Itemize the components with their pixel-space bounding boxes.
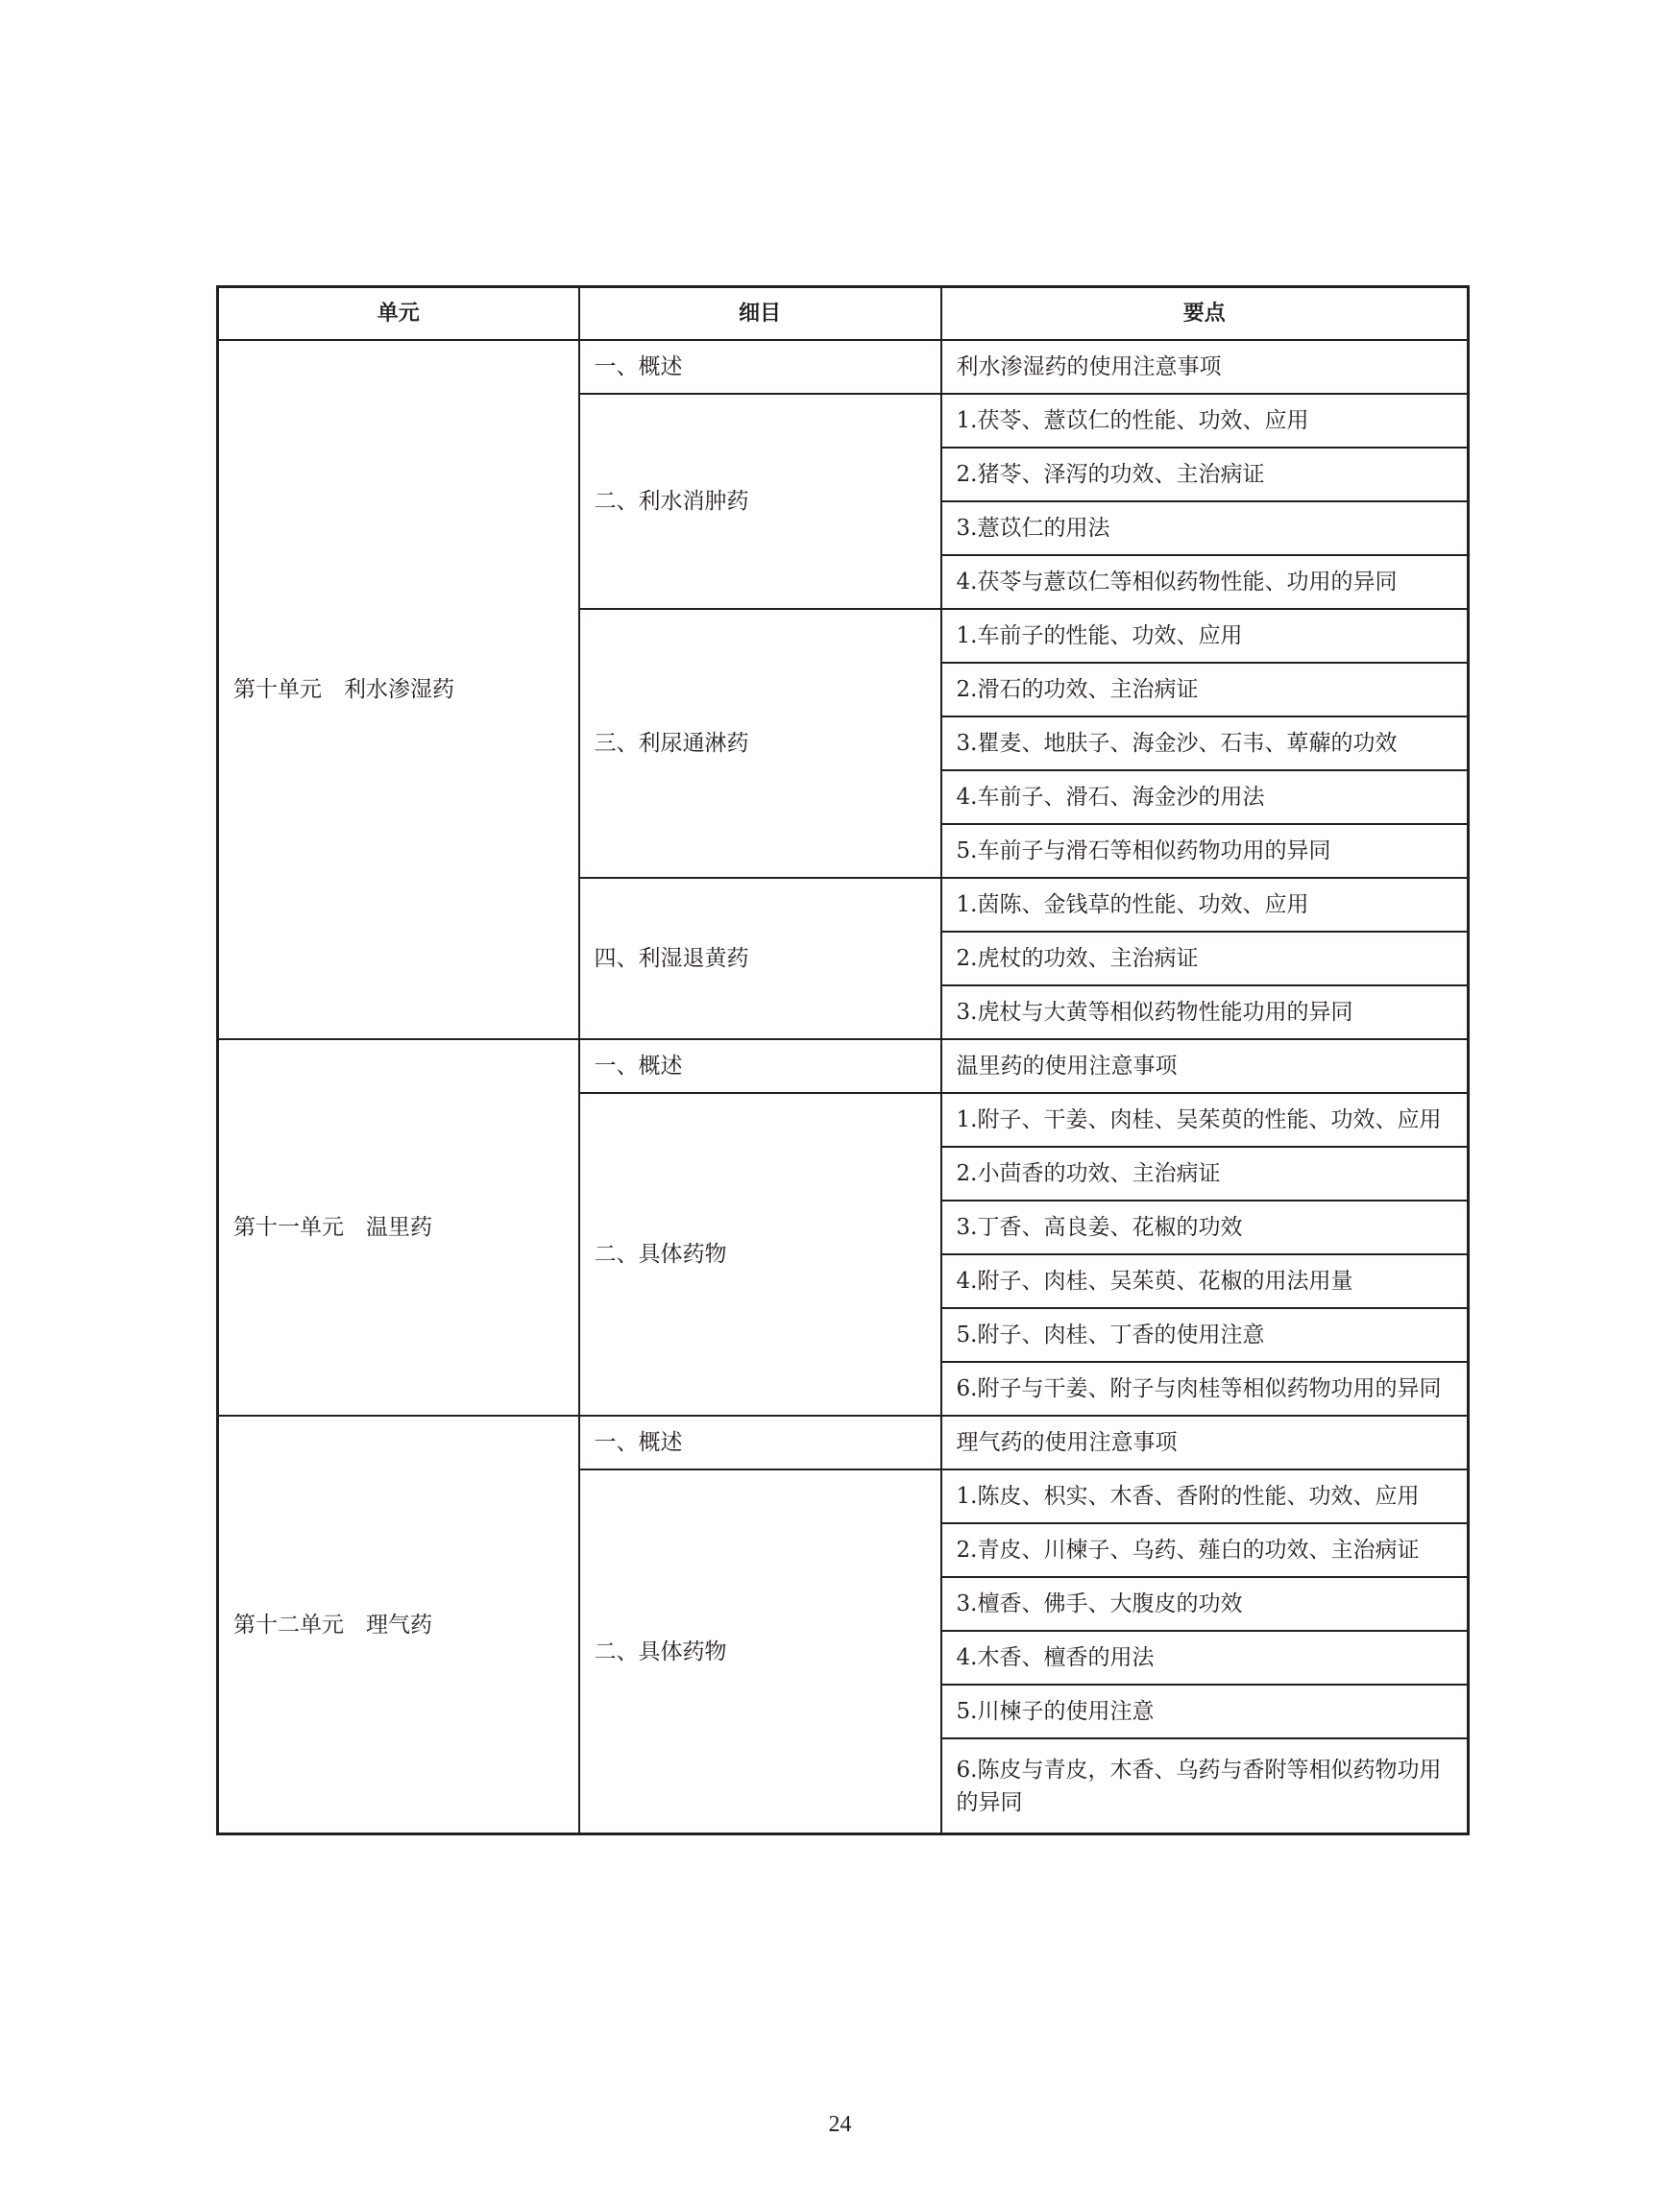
unit-cell: 第十二单元 理气药 <box>218 1416 579 1834</box>
section-cell: 三、利尿通淋药 <box>579 609 941 878</box>
table-row <box>218 1039 1469 1093</box>
point-cell: 2.滑石的功效、主治病证 <box>941 663 1469 716</box>
section-cell: 一、概述 <box>579 340 941 394</box>
point-cell: 1.附子、干姜、肉桂、吴茱萸的性能、功效、应用 <box>941 1093 1469 1147</box>
header-row <box>218 287 1469 341</box>
point-cell: 4.茯苓与薏苡仁等相似药物性能、功用的异同 <box>941 555 1469 609</box>
point-cell: 5.川楝子的使用注意 <box>941 1685 1469 1738</box>
point-cell: 5.车前子与滑石等相似药物功用的异同 <box>941 824 1469 878</box>
point-cell: 温里药的使用注意事项 <box>941 1039 1469 1093</box>
point-cell: 2.猪苓、泽泻的功效、主治病证 <box>941 448 1469 501</box>
point-cell: 5.附子、肉桂、丁香的使用注意 <box>941 1308 1469 1362</box>
unit-cell: 第十单元 利水渗湿药 <box>218 340 579 1039</box>
point-cell: 3.薏苡仁的用法 <box>941 501 1469 555</box>
point-cell: 1.茵陈、金钱草的性能、功效、应用 <box>941 878 1469 932</box>
point-cell: 4.附子、肉桂、吴茱萸、花椒的用法用量 <box>941 1254 1469 1308</box>
point-cell: 理气药的使用注意事项 <box>941 1416 1469 1469</box>
header-unit: 单元 <box>218 287 579 341</box>
page-number: 24 <box>828 2112 852 2137</box>
syllabus-table <box>216 285 1470 1835</box>
point-cell: 2.小茴香的功效、主治病证 <box>941 1147 1469 1201</box>
section-cell: 四、利湿退黄药 <box>579 878 941 1039</box>
point-cell: 1.陈皮、枳实、木香、香附的性能、功效、应用 <box>941 1469 1469 1523</box>
header-keypoints: 要点 <box>941 287 1469 341</box>
header-subitem: 细目 <box>579 287 941 341</box>
section-cell: 一、概述 <box>579 1039 941 1093</box>
point-cell: 4.车前子、滑石、海金沙的用法 <box>941 770 1469 824</box>
point-cell: 4.木香、檀香的用法 <box>941 1631 1469 1685</box>
point-cell: 1.车前子的性能、功效、应用 <box>941 609 1469 663</box>
section-cell: 一、概述 <box>579 1416 941 1469</box>
point-cell: 6.附子与干姜、附子与肉桂等相似药物功用的异同 <box>941 1362 1469 1416</box>
point-cell: 2.虎杖的功效、主治病证 <box>941 932 1469 985</box>
point-cell: 6.陈皮与青皮，木香、乌药与香附等相似药物功用的异同 <box>941 1738 1469 1834</box>
point-cell: 3.虎杖与大黄等相似药物性能功用的异同 <box>941 985 1469 1039</box>
point-cell: 3.檀香、佛手、大腹皮的功效 <box>941 1577 1469 1631</box>
point-cell: 2.青皮、川楝子、乌药、薤白的功效、主治病证 <box>941 1523 1469 1577</box>
section-cell: 二、利水消肿药 <box>579 394 941 609</box>
section-cell: 二、具体药物 <box>579 1469 941 1834</box>
point-cell: 3.丁香、高良姜、花椒的功效 <box>941 1201 1469 1254</box>
table-row <box>218 340 1469 394</box>
unit-cell: 第十一单元 温里药 <box>218 1039 579 1416</box>
table-row <box>218 1416 1469 1469</box>
point-cell: 3.瞿麦、地肤子、海金沙、石韦、萆薢的功效 <box>941 716 1469 770</box>
point-cell: 1.茯苓、薏苡仁的性能、功效、应用 <box>941 394 1469 448</box>
section-cell: 二、具体药物 <box>579 1093 941 1416</box>
point-cell: 利水渗湿药的使用注意事项 <box>941 340 1469 394</box>
